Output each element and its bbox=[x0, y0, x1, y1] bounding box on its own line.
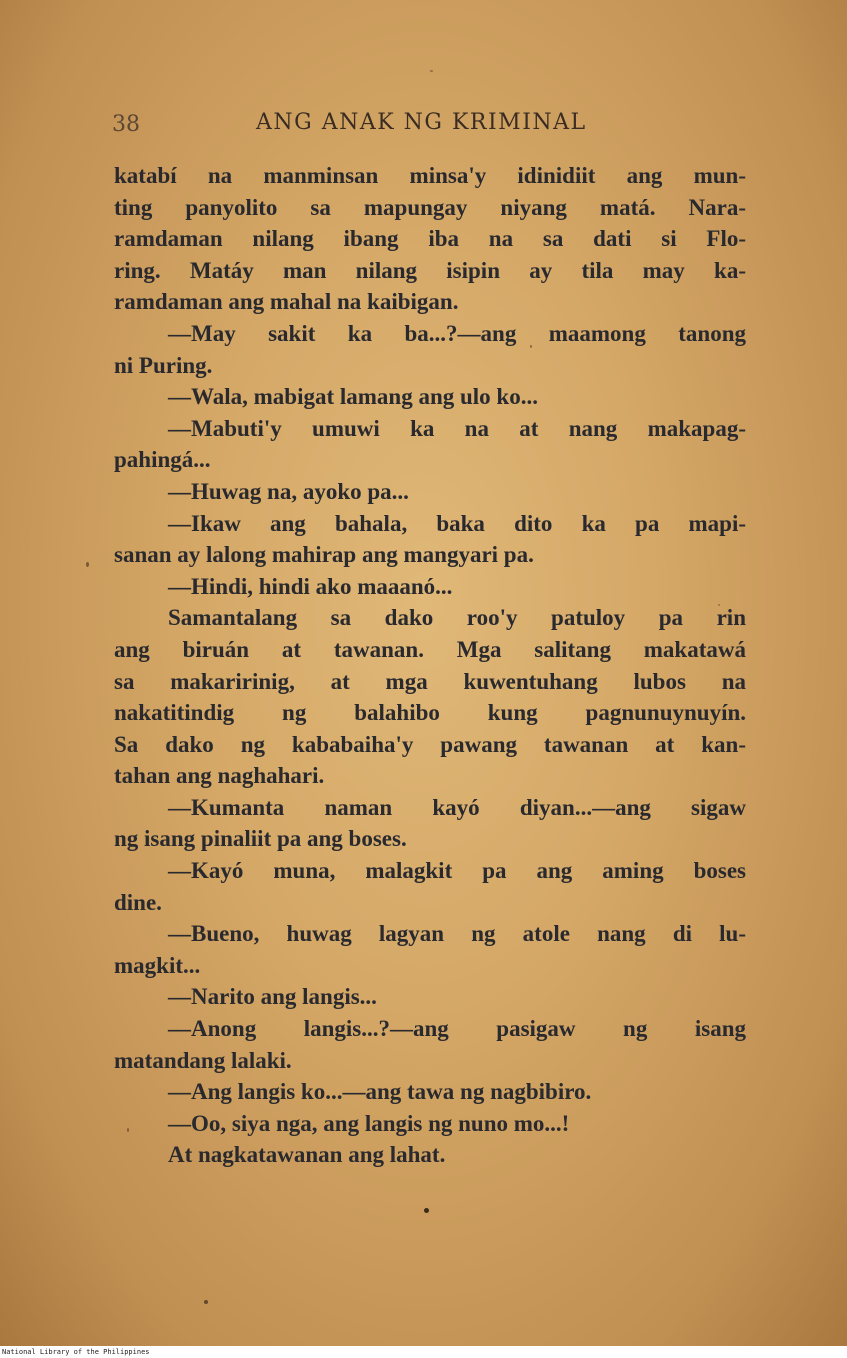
text-line: —May sakit ka ba...?—ang maamong tanong bbox=[168, 320, 746, 346]
text-line: dine. bbox=[114, 889, 162, 915]
text-line: tahan ang naghahari. bbox=[114, 763, 325, 789]
text-line: ni Puring. bbox=[114, 352, 213, 378]
paper-speck bbox=[204, 1300, 208, 1304]
text-line: —Ang langis ko...—ang tawa ng nagbibiro. bbox=[168, 1079, 592, 1105]
text-line: katabí na manminsan minsa'y idinidiit ang mun- bbox=[114, 163, 746, 188]
text-line: —Mabuti'y umuwi ka na at nang makapag- bbox=[168, 415, 746, 441]
text-line: sanan ay lalong mahirap ang mangyari pa. bbox=[114, 542, 534, 568]
paper-speck bbox=[424, 1208, 429, 1213]
text-line: matandang lalaki. bbox=[114, 1047, 292, 1073]
text-line: ting panyolito sa mapungay niyang matá. Nara- bbox=[114, 194, 746, 220]
page-header bbox=[110, 110, 750, 140]
text-line: —Narito ang langis... bbox=[168, 984, 377, 1010]
scan-footer bbox=[0, 1346, 847, 1358]
text-line: —Bueno, huwag lagyan ng atole nang di lu- bbox=[168, 921, 746, 947]
text-line: ring. Matáy man nilang isipin ay tila may ka- bbox=[114, 257, 746, 283]
text-line: ramdaman nilang ibang iba na sa dati si Flo- bbox=[114, 226, 746, 252]
text-line: —Huwag na, ayoko pa... bbox=[168, 478, 409, 504]
text-line: —Kumanta naman kayó diyan...—ang sigaw bbox=[168, 794, 746, 820]
text-line: ng isang pinaliit pa ang boses. bbox=[114, 826, 407, 852]
text-line: Sa dako ng kababaiha'y pawang tawanan at kan- bbox=[114, 731, 746, 757]
text-line: —Oo, siya nga, ang langis ng nuno mo...! bbox=[168, 1110, 570, 1136]
text-line: Samantalang sa dako roo'y patuloy pa rin bbox=[168, 605, 746, 631]
text-line: —Anong langis...?—ang pasigaw ng isang bbox=[168, 1016, 746, 1042]
text-line: ang biruán at tawanan. Mga salitang makatawá bbox=[114, 636, 746, 662]
text-line: —Hindi, hindi ako maaanó... bbox=[168, 573, 453, 599]
text-line: magkit... bbox=[114, 952, 201, 978]
body-text bbox=[114, 160, 746, 1171]
paper-speck bbox=[430, 70, 433, 72]
text-line: At nagkatawanan ang lahat. bbox=[168, 1142, 446, 1168]
text-line: —Kayó muna, malagkit pa ang aming boses bbox=[168, 858, 746, 884]
text-line: sa makaririnig, at mga kuwentuhang lubos na bbox=[114, 668, 746, 694]
paper-speck bbox=[86, 562, 89, 567]
text-line: —Wala, mabigat lamang ang ulo ko... bbox=[168, 384, 538, 410]
running-title: ANG ANAK NG KRIMINAL bbox=[256, 110, 587, 135]
text-line: —Ikaw ang bahala, baka dito ka pa mapi- bbox=[168, 510, 746, 536]
text-line: pahingá... bbox=[114, 447, 211, 473]
text-line: nakatitindig ng balahibo kung pagnunuynuyín. bbox=[114, 700, 746, 726]
library-credit: National Library of the Philippines bbox=[2, 1348, 150, 1356]
text-line: ramdaman ang mahal na kaibigan. bbox=[114, 289, 459, 315]
page-number: 38 bbox=[112, 112, 140, 137]
